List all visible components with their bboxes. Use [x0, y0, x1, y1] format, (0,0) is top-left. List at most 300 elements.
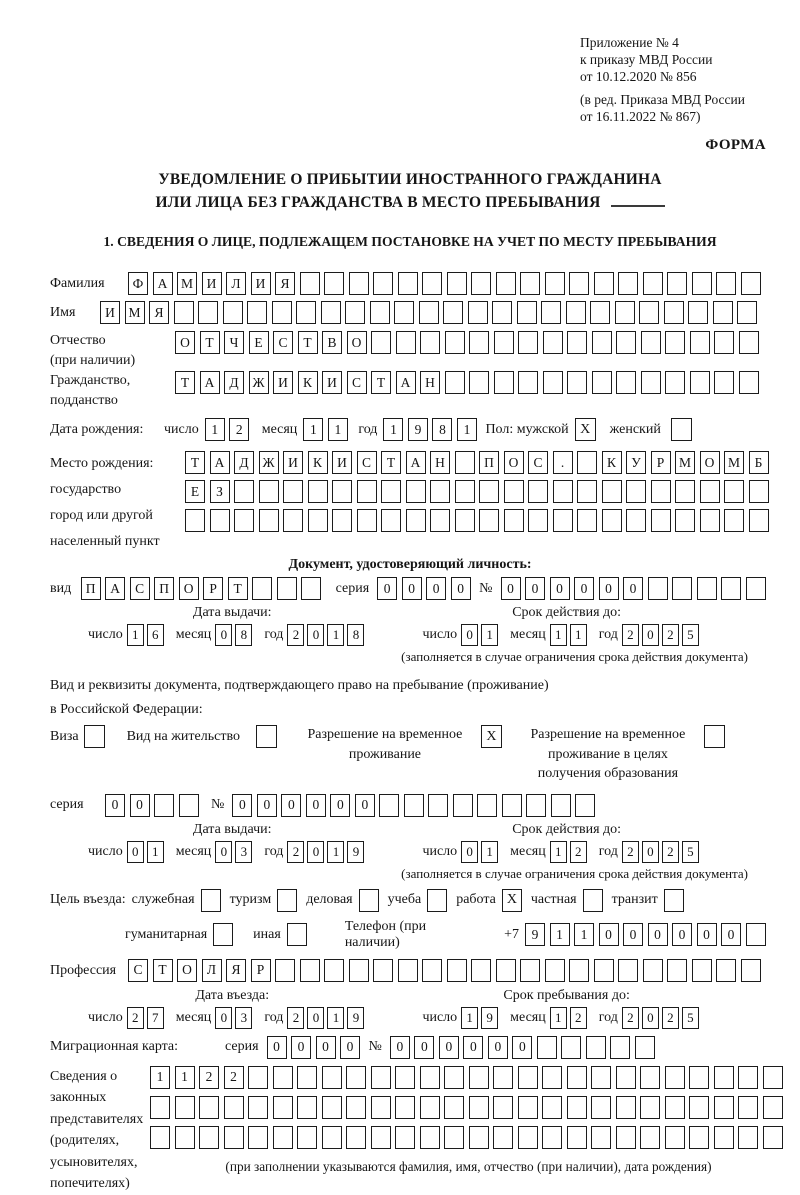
char-cell[interactable]: 2 [622, 624, 639, 646]
char-cell[interactable]: И [100, 301, 120, 324]
char-cell[interactable]: И [322, 371, 342, 394]
char-cell[interactable] [537, 1036, 557, 1059]
char-cell[interactable] [651, 480, 671, 503]
char-cell[interactable] [469, 1066, 489, 1089]
char-cell[interactable]: 0 [414, 1036, 434, 1059]
char-cell[interactable]: Л [202, 959, 222, 982]
char-cell[interactable]: 0 [105, 794, 125, 817]
char-cell[interactable]: 0 [672, 923, 692, 946]
char-cell[interactable] [690, 331, 710, 354]
char-cell[interactable] [518, 371, 538, 394]
char-cell[interactable]: 0 [550, 577, 570, 600]
char-cell[interactable] [738, 1096, 758, 1119]
char-cell[interactable]: 0 [215, 624, 232, 646]
char-cell[interactable] [616, 1096, 636, 1119]
char-cell[interactable]: 0 [574, 577, 594, 600]
char-cell[interactable] [273, 1096, 293, 1119]
char-cell[interactable]: А [200, 371, 220, 394]
char-cell[interactable] [297, 1096, 317, 1119]
char-cell[interactable]: О [179, 577, 199, 600]
char-cell[interactable] [689, 1096, 709, 1119]
char-cell[interactable] [590, 301, 610, 324]
char-cell[interactable] [739, 331, 759, 354]
char-cell[interactable] [591, 1066, 611, 1089]
char-cell[interactable]: 2 [287, 1007, 304, 1029]
char-cell[interactable] [640, 1066, 660, 1089]
char-cell[interactable] [567, 1096, 587, 1119]
char-cell[interactable] [371, 331, 391, 354]
char-cell[interactable]: 9 [347, 841, 364, 863]
char-cell[interactable] [518, 1096, 538, 1119]
char-cell[interactable] [174, 301, 194, 324]
char-cell[interactable] [224, 1126, 244, 1149]
char-cell[interactable] [561, 1036, 581, 1059]
char-cell[interactable] [541, 301, 561, 324]
char-cell[interactable] [308, 480, 328, 503]
char-cell[interactable] [763, 1126, 783, 1149]
char-cell[interactable]: И [273, 371, 293, 394]
char-cell[interactable] [714, 1096, 734, 1119]
char-cell[interactable] [199, 1096, 219, 1119]
char-cell[interactable] [689, 1066, 709, 1089]
char-cell[interactable]: 3 [235, 841, 252, 863]
char-cell[interactable]: 1 [127, 624, 144, 646]
char-cell[interactable] [749, 509, 769, 532]
char-cell[interactable]: С [273, 331, 293, 354]
char-cell[interactable] [741, 959, 761, 982]
char-cell[interactable] [357, 509, 377, 532]
char-cell[interactable]: 1 [574, 923, 594, 946]
char-cell[interactable]: 0 [402, 577, 422, 600]
char-cell[interactable] [641, 331, 661, 354]
char-cell[interactable]: 0 [215, 1007, 232, 1029]
char-cell[interactable] [471, 272, 491, 295]
char-cell[interactable] [420, 1126, 440, 1149]
char-cell[interactable] [665, 1126, 685, 1149]
char-cell[interactable] [665, 331, 685, 354]
char-cell[interactable]: П [479, 451, 499, 474]
char-cell[interactable] [379, 794, 399, 817]
official-checkbox[interactable] [201, 889, 221, 912]
char-cell[interactable]: Д [234, 451, 254, 474]
char-cell[interactable] [688, 301, 708, 324]
char-cell[interactable]: С [130, 577, 150, 600]
char-cell[interactable] [345, 301, 365, 324]
char-cell[interactable] [567, 331, 587, 354]
char-cell[interactable]: 0 [426, 577, 446, 600]
char-cell[interactable] [420, 1066, 440, 1089]
char-cell[interactable] [577, 509, 597, 532]
other-checkbox[interactable] [287, 923, 307, 946]
char-cell[interactable]: 0 [623, 577, 643, 600]
char-cell[interactable]: 1 [461, 1007, 478, 1029]
char-cell[interactable] [275, 959, 295, 982]
char-cell[interactable]: 3 [235, 1007, 252, 1029]
char-cell[interactable] [406, 480, 426, 503]
char-cell[interactable] [469, 331, 489, 354]
char-cell[interactable]: 0 [232, 794, 252, 817]
char-cell[interactable]: С [347, 371, 367, 394]
char-cell[interactable] [567, 1126, 587, 1149]
char-cell[interactable] [296, 301, 316, 324]
char-cell[interactable]: 0 [267, 1036, 287, 1059]
char-cell[interactable]: Т [200, 331, 220, 354]
char-cell[interactable]: 2 [287, 624, 304, 646]
char-cell[interactable] [493, 1126, 513, 1149]
char-cell[interactable] [455, 480, 475, 503]
char-cell[interactable]: В [322, 331, 342, 354]
char-cell[interactable] [422, 272, 442, 295]
char-cell[interactable]: 1 [328, 418, 348, 441]
char-cell[interactable] [395, 1096, 415, 1119]
char-cell[interactable] [447, 272, 467, 295]
char-cell[interactable] [626, 480, 646, 503]
char-cell[interactable]: 0 [307, 1007, 324, 1029]
char-cell[interactable]: 0 [525, 577, 545, 600]
char-cell[interactable] [738, 1066, 758, 1089]
char-cell[interactable]: 0 [130, 794, 150, 817]
char-cell[interactable]: 5 [682, 1007, 699, 1029]
char-cell[interactable] [700, 509, 720, 532]
char-cell[interactable] [346, 1096, 366, 1119]
char-cell[interactable] [150, 1096, 170, 1119]
humanitarian-checkbox[interactable] [213, 923, 233, 946]
char-cell[interactable] [223, 301, 243, 324]
char-cell[interactable] [591, 1096, 611, 1119]
char-cell[interactable] [569, 959, 589, 982]
char-cell[interactable]: 0 [461, 624, 478, 646]
char-cell[interactable] [517, 301, 537, 324]
char-cell[interactable] [643, 272, 663, 295]
char-cell[interactable] [420, 331, 440, 354]
char-cell[interactable]: А [105, 577, 125, 600]
char-cell[interactable] [626, 509, 646, 532]
char-cell[interactable] [567, 1066, 587, 1089]
char-cell[interactable]: 1 [550, 624, 567, 646]
char-cell[interactable]: 0 [215, 841, 232, 863]
char-cell[interactable] [577, 480, 597, 503]
char-cell[interactable]: 1 [383, 418, 403, 441]
char-cell[interactable] [616, 1066, 636, 1089]
char-cell[interactable] [455, 509, 475, 532]
char-cell[interactable] [322, 1126, 342, 1149]
char-cell[interactable]: 9 [525, 923, 545, 946]
char-cell[interactable]: А [406, 451, 426, 474]
char-cell[interactable]: 6 [147, 624, 164, 646]
char-cell[interactable] [370, 301, 390, 324]
char-cell[interactable] [332, 480, 352, 503]
char-cell[interactable] [494, 371, 514, 394]
char-cell[interactable] [394, 301, 414, 324]
char-cell[interactable]: 0 [307, 624, 324, 646]
char-cell[interactable]: Р [203, 577, 223, 600]
char-cell[interactable]: 0 [642, 624, 659, 646]
char-cell[interactable]: 0 [257, 794, 277, 817]
work-checkbox[interactable]: X [502, 889, 522, 912]
char-cell[interactable] [672, 577, 692, 600]
char-cell[interactable] [430, 509, 450, 532]
char-cell[interactable] [420, 1096, 440, 1119]
char-cell[interactable] [308, 509, 328, 532]
char-cell[interactable] [445, 371, 465, 394]
char-cell[interactable]: Р [651, 451, 671, 474]
char-cell[interactable] [741, 272, 761, 295]
char-cell[interactable]: 0 [377, 577, 397, 600]
char-cell[interactable]: 0 [721, 923, 741, 946]
char-cell[interactable] [746, 577, 766, 600]
char-cell[interactable] [553, 480, 573, 503]
residence-permit-checkbox[interactable] [256, 725, 277, 748]
char-cell[interactable]: Н [430, 451, 450, 474]
char-cell[interactable]: Я [149, 301, 169, 324]
char-cell[interactable] [455, 451, 475, 474]
char-cell[interactable] [591, 1126, 611, 1149]
char-cell[interactable]: М [724, 451, 744, 474]
char-cell[interactable]: А [396, 371, 416, 394]
char-cell[interactable] [640, 1096, 660, 1119]
char-cell[interactable] [297, 1126, 317, 1149]
char-cell[interactable] [283, 509, 303, 532]
char-cell[interactable] [504, 480, 524, 503]
char-cell[interactable]: 0 [501, 577, 521, 600]
char-cell[interactable] [179, 794, 199, 817]
char-cell[interactable] [346, 1066, 366, 1089]
char-cell[interactable]: 0 [461, 841, 478, 863]
char-cell[interactable]: О [347, 331, 367, 354]
char-cell[interactable] [567, 371, 587, 394]
char-cell[interactable] [665, 371, 685, 394]
char-cell[interactable]: 2 [622, 1007, 639, 1029]
char-cell[interactable]: 9 [347, 1007, 364, 1029]
char-cell[interactable] [453, 794, 473, 817]
char-cell[interactable]: 0 [439, 1036, 459, 1059]
char-cell[interactable] [667, 272, 687, 295]
char-cell[interactable] [447, 959, 467, 982]
char-cell[interactable] [610, 1036, 630, 1059]
char-cell[interactable]: И [332, 451, 352, 474]
char-cell[interactable]: 2 [127, 1007, 144, 1029]
char-cell[interactable] [259, 509, 279, 532]
char-cell[interactable] [199, 1126, 219, 1149]
char-cell[interactable]: С [528, 451, 548, 474]
char-cell[interactable]: А [210, 451, 230, 474]
char-cell[interactable]: Т [153, 959, 173, 982]
char-cell[interactable] [428, 794, 448, 817]
char-cell[interactable] [443, 301, 463, 324]
char-cell[interactable] [373, 272, 393, 295]
char-cell[interactable] [763, 1066, 783, 1089]
char-cell[interactable] [406, 509, 426, 532]
char-cell[interactable]: Т [371, 371, 391, 394]
char-cell[interactable] [639, 301, 659, 324]
char-cell[interactable]: 1 [327, 624, 344, 646]
char-cell[interactable]: 0 [488, 1036, 508, 1059]
char-cell[interactable] [690, 371, 710, 394]
char-cell[interactable] [616, 1126, 636, 1149]
char-cell[interactable] [575, 794, 595, 817]
char-cell[interactable]: 1 [481, 841, 498, 863]
char-cell[interactable] [248, 1096, 268, 1119]
char-cell[interactable] [542, 1126, 562, 1149]
char-cell[interactable]: И [202, 272, 222, 295]
char-cell[interactable] [404, 794, 424, 817]
char-cell[interactable] [566, 301, 586, 324]
char-cell[interactable] [300, 272, 320, 295]
char-cell[interactable] [469, 1096, 489, 1119]
char-cell[interactable]: 1 [570, 624, 587, 646]
edu-permit-checkbox[interactable] [704, 725, 725, 748]
char-cell[interactable]: Т [381, 451, 401, 474]
char-cell[interactable] [592, 371, 612, 394]
char-cell[interactable]: 2 [199, 1066, 219, 1089]
char-cell[interactable]: Р [251, 959, 271, 982]
char-cell[interactable] [545, 272, 565, 295]
char-cell[interactable] [324, 272, 344, 295]
char-cell[interactable]: Д [224, 371, 244, 394]
char-cell[interactable]: 0 [599, 577, 619, 600]
char-cell[interactable] [716, 272, 736, 295]
char-cell[interactable] [616, 331, 636, 354]
char-cell[interactable] [675, 480, 695, 503]
char-cell[interactable] [553, 509, 573, 532]
char-cell[interactable] [724, 480, 744, 503]
char-cell[interactable] [371, 1126, 391, 1149]
char-cell[interactable] [569, 272, 589, 295]
char-cell[interactable] [419, 301, 439, 324]
char-cell[interactable] [324, 959, 344, 982]
char-cell[interactable] [322, 1066, 342, 1089]
char-cell[interactable] [469, 371, 489, 394]
char-cell[interactable] [577, 451, 597, 474]
char-cell[interactable]: 0 [316, 1036, 336, 1059]
char-cell[interactable]: М [675, 451, 695, 474]
char-cell[interactable]: С [128, 959, 148, 982]
char-cell[interactable] [635, 1036, 655, 1059]
char-cell[interactable] [518, 1066, 538, 1089]
char-cell[interactable] [643, 959, 663, 982]
char-cell[interactable]: Т [298, 331, 318, 354]
char-cell[interactable] [594, 272, 614, 295]
char-cell[interactable] [542, 1096, 562, 1119]
char-cell[interactable] [322, 1096, 342, 1119]
private-checkbox[interactable] [583, 889, 603, 912]
char-cell[interactable] [738, 1126, 758, 1149]
char-cell[interactable] [651, 509, 671, 532]
char-cell[interactable] [150, 1126, 170, 1149]
char-cell[interactable]: Ф [128, 272, 148, 295]
char-cell[interactable] [692, 959, 712, 982]
char-cell[interactable] [665, 1096, 685, 1119]
char-cell[interactable] [395, 1126, 415, 1149]
char-cell[interactable]: 0 [291, 1036, 311, 1059]
char-cell[interactable]: 1 [150, 1066, 170, 1089]
char-cell[interactable] [396, 331, 416, 354]
char-cell[interactable] [594, 959, 614, 982]
char-cell[interactable]: С [357, 451, 377, 474]
char-cell[interactable]: 8 [235, 624, 252, 646]
study-checkbox[interactable] [427, 889, 447, 912]
char-cell[interactable] [154, 794, 174, 817]
char-cell[interactable]: 5 [682, 841, 699, 863]
char-cell[interactable]: П [81, 577, 101, 600]
char-cell[interactable] [665, 1066, 685, 1089]
char-cell[interactable]: Л [226, 272, 246, 295]
char-cell[interactable] [479, 480, 499, 503]
char-cell[interactable] [528, 480, 548, 503]
char-cell[interactable] [586, 1036, 606, 1059]
char-cell[interactable]: Б [749, 451, 769, 474]
char-cell[interactable]: М [177, 272, 197, 295]
char-cell[interactable]: Е [249, 331, 269, 354]
char-cell[interactable]: 1 [327, 1007, 344, 1029]
char-cell[interactable]: 1 [303, 418, 323, 441]
char-cell[interactable]: 9 [408, 418, 428, 441]
char-cell[interactable] [224, 1096, 244, 1119]
char-cell[interactable]: И [251, 272, 271, 295]
char-cell[interactable]: Т [228, 577, 248, 600]
char-cell[interactable] [252, 577, 272, 600]
char-cell[interactable] [430, 480, 450, 503]
char-cell[interactable] [371, 1096, 391, 1119]
char-cell[interactable] [259, 480, 279, 503]
char-cell[interactable]: 8 [347, 624, 364, 646]
char-cell[interactable]: Ж [259, 451, 279, 474]
char-cell[interactable] [468, 301, 488, 324]
char-cell[interactable] [618, 272, 638, 295]
char-cell[interactable] [444, 1126, 464, 1149]
char-cell[interactable]: О [175, 331, 195, 354]
char-cell[interactable]: З [210, 480, 230, 503]
char-cell[interactable]: Т [185, 451, 205, 474]
char-cell[interactable]: 1 [147, 841, 164, 863]
char-cell[interactable] [714, 371, 734, 394]
char-cell[interactable] [721, 577, 741, 600]
char-cell[interactable] [234, 509, 254, 532]
char-cell[interactable]: 0 [648, 923, 668, 946]
char-cell[interactable] [234, 480, 254, 503]
char-cell[interactable] [349, 959, 369, 982]
char-cell[interactable] [175, 1096, 195, 1119]
char-cell[interactable] [749, 480, 769, 503]
char-cell[interactable]: О [504, 451, 524, 474]
char-cell[interactable] [739, 371, 759, 394]
char-cell[interactable]: К [602, 451, 622, 474]
char-cell[interactable]: 0 [340, 1036, 360, 1059]
char-cell[interactable] [175, 1126, 195, 1149]
char-cell[interactable] [545, 959, 565, 982]
char-cell[interactable] [542, 1066, 562, 1089]
char-cell[interactable]: 0 [642, 841, 659, 863]
char-cell[interactable]: 1 [205, 418, 225, 441]
char-cell[interactable] [520, 959, 540, 982]
char-cell[interactable] [518, 1126, 538, 1149]
char-cell[interactable] [272, 301, 292, 324]
char-cell[interactable]: 0 [330, 794, 350, 817]
char-cell[interactable]: 2 [662, 1007, 679, 1029]
char-cell[interactable] [528, 509, 548, 532]
char-cell[interactable]: Я [226, 959, 246, 982]
char-cell[interactable]: 0 [281, 794, 301, 817]
business-checkbox[interactable] [359, 889, 379, 912]
char-cell[interactable] [502, 794, 522, 817]
char-cell[interactable] [273, 1126, 293, 1149]
char-cell[interactable] [493, 1066, 513, 1089]
char-cell[interactable] [273, 1066, 293, 1089]
char-cell[interactable]: Ж [249, 371, 269, 394]
char-cell[interactable]: У [626, 451, 646, 474]
char-cell[interactable] [602, 480, 622, 503]
char-cell[interactable]: 1 [550, 1007, 567, 1029]
